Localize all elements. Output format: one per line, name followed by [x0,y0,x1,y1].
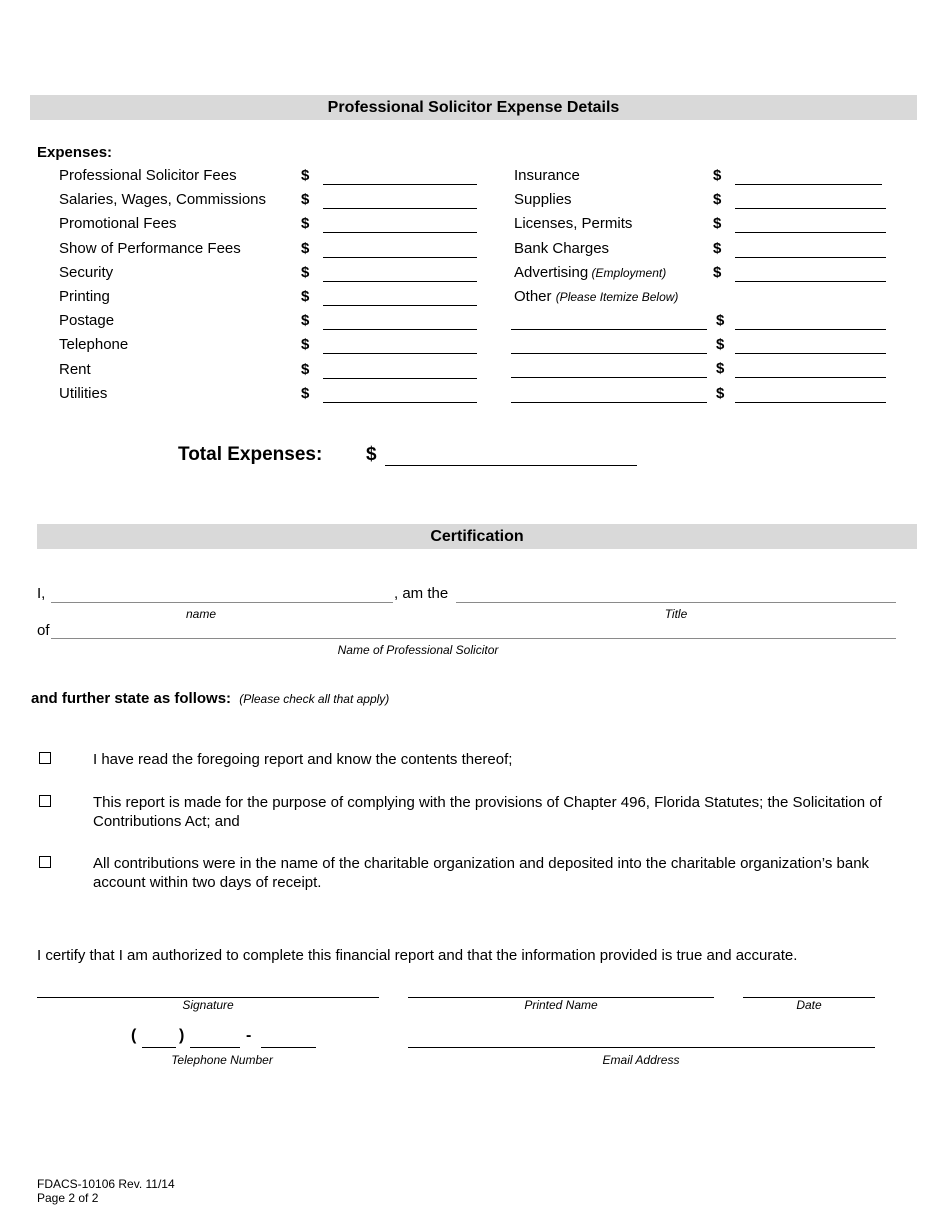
expense-amount-field[interactable] [735,208,886,209]
expense-amount-field[interactable] [735,232,886,233]
certification-title: Certification [37,524,917,549]
total-expenses-label: Total Expenses: [178,444,323,465]
telephone-caption: Telephone Number [171,1053,273,1067]
other-label: Other (Please Itemize Below) [514,288,679,305]
total-expenses-field[interactable] [385,465,637,466]
dollar-sign: $ [301,288,310,305]
phone-area-code-field[interactable] [142,1047,176,1048]
other-amount-field[interactable] [735,329,886,330]
date-caption: Date [796,998,822,1012]
dollar-sign: $ [301,215,310,232]
expense-amount-field[interactable] [735,184,882,185]
statement-checkbox-2[interactable] [39,795,51,807]
signature-caption: Signature [182,998,234,1012]
solicitor-name-field[interactable] [51,638,896,639]
expense-amount-field[interactable] [323,257,477,258]
expense-amount-field[interactable] [323,305,477,306]
expense-label: Promotional Fees [59,215,177,232]
dollar-sign: $ [301,361,310,378]
dollar-sign: $ [301,167,310,184]
email-field[interactable] [408,1047,875,1048]
phone-line-number-field[interactable] [261,1047,316,1048]
check-note: (Please check all that apply) [239,692,390,706]
certifier-name-field[interactable] [51,602,393,603]
expense-label: Supplies [514,191,572,208]
total-dollar-sign: $ [366,444,377,465]
expense-label: Licenses, Permits [514,215,633,232]
expense-section-title: Professional Solicitor Expense Details [30,95,917,120]
i-prefix: I, [37,585,46,602]
expenses-label: Expenses: [37,144,113,161]
certify-statement: I certify that I am authorized to complete this financial report and that the information provided is true and accurate. [37,947,798,964]
am-the-text: , am the [394,585,449,602]
statement-checkbox-1[interactable] [39,752,51,764]
expense-amount-field[interactable] [323,378,477,379]
dollar-sign: $ [301,312,310,329]
email-caption: Email Address [602,1053,680,1067]
other-description-field[interactable] [511,377,707,378]
expense-label: Telephone [59,336,129,353]
dollar-sign: $ [713,167,722,184]
phone-open-paren: ( [131,1027,137,1044]
of-prefix: of [37,622,50,639]
dollar-sign: $ [301,191,310,208]
expense-label: Advertising (Employment) [514,264,667,281]
expense-note: (Employment) [588,266,667,280]
dollar-sign: $ [301,240,310,257]
other-note: (Please Itemize Below) [555,290,679,304]
expense-amount-field[interactable] [323,184,477,185]
statement-text-2: This report is made for the purpose of complying with the provisions of Chapter 496, Florida Statutes; the Solicitation of Contributions Act; and [93,794,882,830]
expense-label: Insurance [514,167,580,184]
dollar-sign: $ [301,264,310,281]
expense-label: Rent [59,361,91,378]
other-description-field[interactable] [511,353,707,354]
phone-dash: - [246,1027,252,1044]
dollar-sign: $ [716,385,725,402]
other-amount-field[interactable] [735,353,886,354]
name-caption: name [185,607,217,621]
expense-label: Professional Solicitor Fees [59,167,237,184]
statement-checkbox-3[interactable] [39,856,51,868]
dollar-sign: $ [716,336,725,353]
title-caption: Title [664,607,688,621]
expense-label: Bank Charges [514,240,610,257]
dollar-sign: $ [716,360,725,377]
printed-name-caption: Printed Name [524,998,598,1012]
dollar-sign: $ [716,312,725,329]
dollar-sign: $ [713,264,722,281]
statement-text-1: I have read the foregoing report and know the contents thereof; [93,751,513,768]
page-number: Page 2 of 2 [37,1191,99,1205]
expense-amount-field[interactable] [323,208,477,209]
expense-amount-field[interactable] [323,353,477,354]
expense-label: Utilities [59,385,108,402]
certifier-title-field[interactable] [456,602,896,603]
solicitor-caption: Name of Professional Solicitor [337,643,499,657]
other-amount-field[interactable] [735,402,886,403]
phone-close-paren: ) [179,1027,185,1044]
expense-amount-field[interactable] [323,281,477,282]
dollar-sign: $ [713,215,722,232]
expense-amount-field[interactable] [735,257,886,258]
expense-amount-field[interactable] [323,232,477,233]
expense-label: Salaries, Wages, Commissions [59,191,267,208]
further-state-line [31,690,389,707]
dollar-sign: $ [713,240,722,257]
other-description-field[interactable] [511,402,707,403]
other-description-field[interactable] [511,329,707,330]
expense-amount-field[interactable] [323,402,477,403]
statement-text-3: All contributions were in the name of the charitable organization and deposited into the charitable organization’s bank account within two days of receipt. [93,855,870,891]
further-state-text: and further state as follows: [31,690,232,707]
form-id: FDACS-10106 Rev. 11/14 [37,1177,175,1191]
expense-amount-field[interactable] [735,281,886,282]
expense-amount-field[interactable] [323,329,477,330]
dollar-sign: $ [301,336,310,353]
expense-label: Show of Performance Fees [59,240,241,257]
dollar-sign: $ [301,385,310,402]
other-amount-field[interactable] [735,377,886,378]
phone-prefix-field[interactable] [190,1047,240,1048]
expense-label: Postage [59,312,115,329]
expense-label: Security [59,264,114,281]
expense-label: Printing [59,288,110,305]
dollar-sign: $ [713,191,722,208]
